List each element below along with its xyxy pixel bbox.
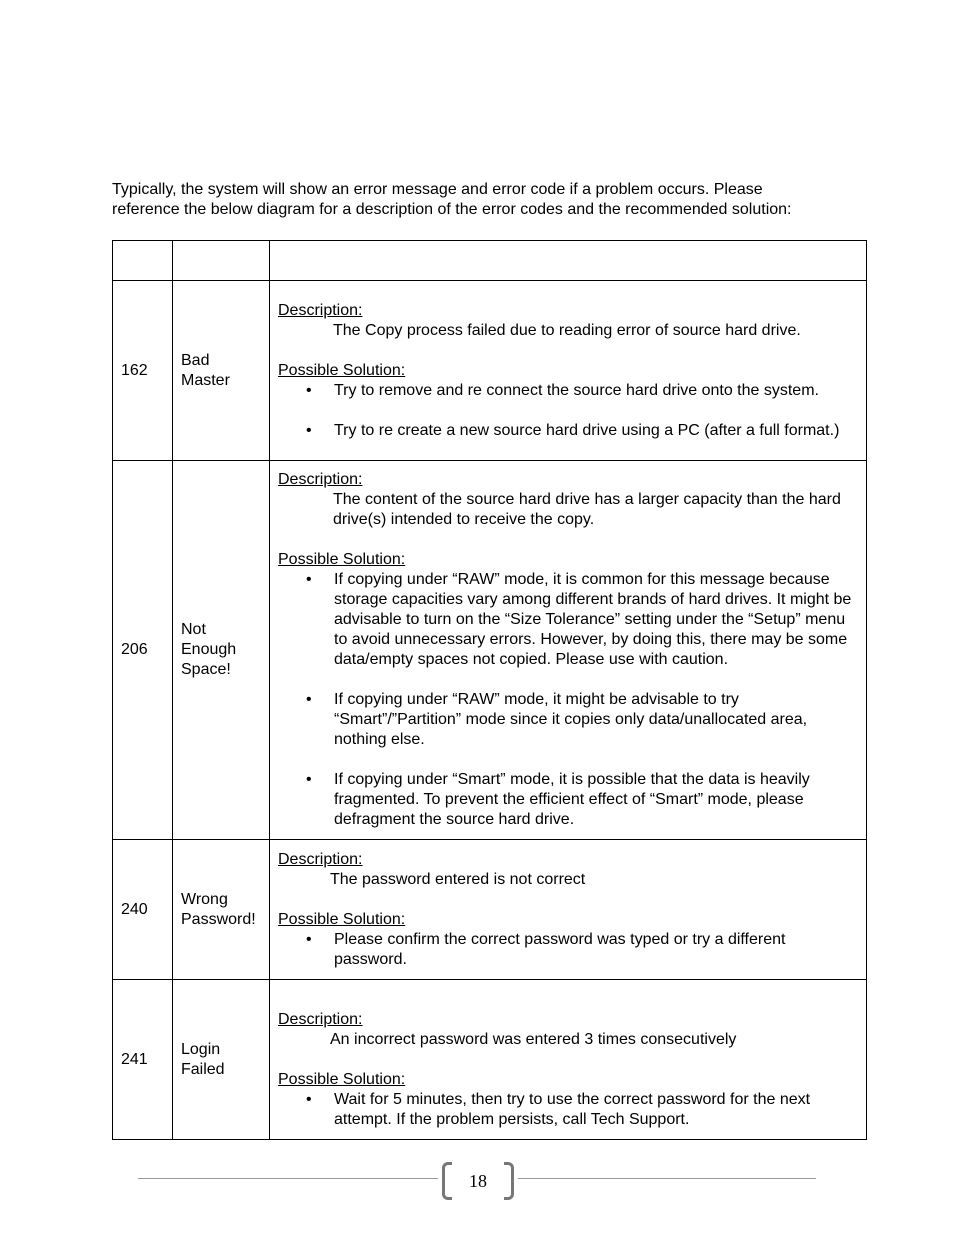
footer-divider-left — [138, 1178, 438, 1179]
table-row — [113, 840, 867, 980]
table-header-row — [113, 241, 867, 281]
intro-line-1: Typically, the system will show an error message and error code if a problem occurs. Please — [112, 181, 763, 198]
error-details — [270, 980, 867, 1140]
error-name: Login Failed — [173, 980, 270, 1140]
description-label: Description: — [278, 850, 363, 868]
solution-list — [278, 570, 858, 830]
solution-list — [278, 1090, 858, 1130]
table-row — [113, 281, 867, 461]
description-label: Description: — [278, 471, 363, 488]
right-bracket-icon — [504, 1162, 514, 1200]
error-name: Wrong Password! — [173, 840, 270, 980]
description-label: Description: — [278, 1010, 363, 1028]
error-name: Not Enough Space! — [173, 461, 270, 840]
error-code: 162 — [113, 281, 173, 461]
description-label: Description: — [278, 301, 363, 319]
description-text: The content of the source hard drive has a larger capacity than the hard drive(s) intended to receive the copy. — [333, 491, 841, 528]
solution-label: Possible Solution: — [278, 361, 406, 379]
solution-item: • If copying under “RAW” mode, it is common for this message because storage capacities vary among different brands of hard drives. It might be advisable to turn on the “Size Tolerance” setting under the “Setup” menu to avoid unnecessary errors. However, by doing this, there may be some data/empty spaces not copied. Please use with caution. — [278, 570, 858, 670]
description-text: An incorrect password was entered 3 times consecutively — [330, 1030, 737, 1048]
left-bracket-icon — [442, 1162, 452, 1200]
header-cell-details — [270, 241, 867, 281]
description-text: The password entered is not correct — [330, 870, 586, 888]
solution-item: • Try to remove and re connect the source hard drive onto the system. — [278, 381, 858, 401]
intro-paragraph — [112, 180, 872, 220]
solution-label: Possible Solution: — [278, 910, 406, 928]
footer-divider-right — [518, 1178, 816, 1179]
error-code-table — [112, 240, 867, 1140]
solution-item: • Try to re create a new source hard drive using a PC (after a full format.) — [278, 421, 858, 441]
solution-label: Possible Solution: — [278, 551, 406, 568]
solution-item: • Please confirm the correct password was typed or try a different password. — [278, 930, 858, 970]
error-code: 206 — [113, 461, 173, 840]
solution-item: • Wait for 5 minutes, then try to use the correct password for the next attempt. If the problem persists, call Tech Support. — [278, 1090, 858, 1130]
error-name: Bad Master — [173, 281, 270, 461]
solution-item: • If copying under “Smart” mode, it is possible that the data is heavily fragmented. To prevent the efficient effect of “Smart” mode, please defragment the source hard drive. — [278, 770, 858, 830]
page-number: 18 — [469, 1171, 487, 1191]
description-text: The Copy process failed due to reading error of source hard drive. — [333, 321, 801, 339]
header-cell-code — [113, 241, 173, 281]
table-row — [113, 980, 867, 1140]
solution-list — [278, 930, 858, 970]
error-details — [270, 281, 867, 461]
solution-list — [278, 381, 858, 441]
solution-item: • If copying under “RAW” mode, it might be advisable to try “Smart”/”Partition” mode since it copies only data/unallocated area, nothing else. — [278, 690, 858, 750]
header-cell-name — [173, 241, 270, 281]
error-code: 241 — [113, 980, 173, 1140]
error-code: 240 — [113, 840, 173, 980]
table-row — [113, 461, 867, 840]
error-details — [270, 840, 867, 980]
intro-line-2: reference the below diagram for a description of the error codes and the recommended solution: — [112, 201, 792, 218]
error-details — [270, 461, 867, 840]
solution-label: Possible Solution: — [278, 1070, 406, 1088]
